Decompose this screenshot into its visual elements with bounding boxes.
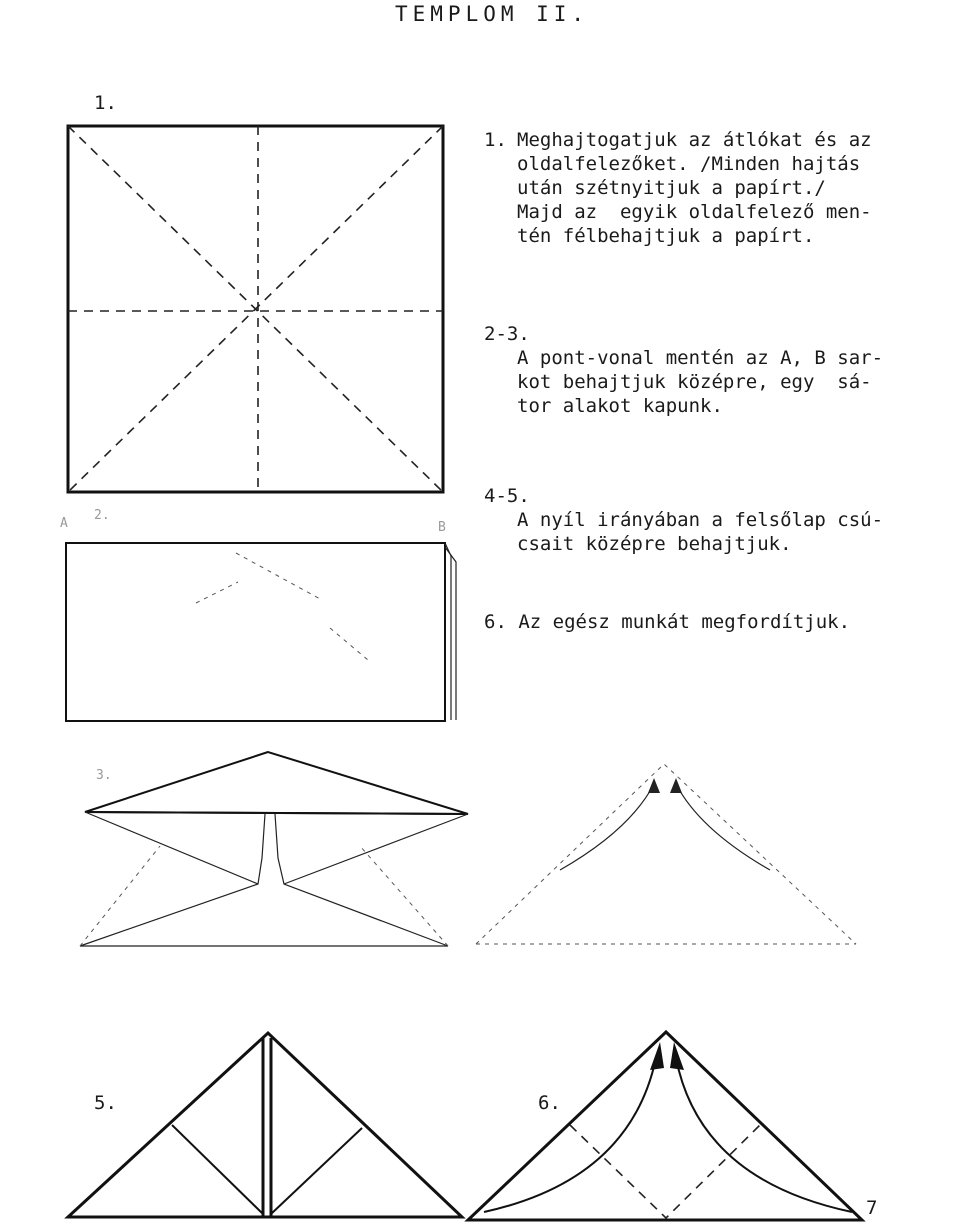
figure-4-triangle-diagram xyxy=(476,764,856,944)
tent-left-flap xyxy=(80,814,265,946)
step-23-line-2: kot behajtjuk középre, egy sá- xyxy=(517,371,872,393)
left-flap-fold xyxy=(172,1125,263,1214)
figure-5-label: 5. xyxy=(94,1092,117,1114)
step-45-line-2: csait középre behajtjuk. xyxy=(517,533,792,555)
arrow-curve-left xyxy=(560,784,654,870)
step-6-text: 6. Az egész munkát megfordítjuk. xyxy=(484,611,851,633)
step-23-number: 2-3. xyxy=(484,323,530,345)
step-1-line-4: Majd az egyik oldalfelező men- xyxy=(517,201,872,223)
arrow-curve-right-6 xyxy=(676,1058,852,1212)
tent-right-diagonal xyxy=(284,814,468,884)
faint-fold-line-1 xyxy=(236,553,322,600)
figure-3-label: 3. xyxy=(96,768,112,783)
faint-triangle xyxy=(476,764,856,944)
step-23-line-1: A pont-vonal mentén az A, B sar- xyxy=(517,347,884,369)
triangle-outline xyxy=(68,1033,462,1217)
faint-fold-line-3 xyxy=(330,628,368,660)
step-1-line-3: után szétnyitjuk a papírt./ xyxy=(517,177,826,199)
step-1-line-5: tén félbehajtjuk a papírt. xyxy=(517,225,815,247)
faint-fold-line-2 xyxy=(196,582,238,603)
page-number: 7 xyxy=(866,1197,878,1219)
triangle-outline-6 xyxy=(468,1032,862,1220)
arrow-curve-right xyxy=(676,784,770,870)
figure-3-tent-diagram xyxy=(80,752,468,946)
corner-b-label: B xyxy=(438,520,446,535)
dashed-fold-square xyxy=(570,1125,760,1218)
figure-6-label: 6. xyxy=(538,1092,561,1114)
step-45-line-1: A nyíl irányában a felsőlap csú- xyxy=(517,509,884,531)
step-1-line-1: Meghajtogatjuk az átlókat és az xyxy=(517,129,872,151)
figure-2-rectangle-diagram xyxy=(66,543,456,721)
arrow-head-left xyxy=(648,778,660,793)
tent-right-flap xyxy=(275,814,448,946)
arrow-head-right xyxy=(670,778,682,793)
figure-1-label: 1. xyxy=(94,92,117,114)
tent-top-triangle xyxy=(85,752,468,814)
page-title: TEMPLOM II. xyxy=(395,2,590,26)
step-1-number: 1. xyxy=(484,129,507,151)
right-flap-fold xyxy=(271,1128,362,1214)
arrow-curve-left-6 xyxy=(484,1058,656,1212)
tent-dashed-right xyxy=(360,846,448,946)
figure-1-square-diagram xyxy=(68,126,443,492)
folded-rectangle xyxy=(66,543,445,721)
diagonal-fold-2 xyxy=(68,126,443,492)
step-23-line-3: tor alakot kapunk. xyxy=(517,395,723,417)
figure-2-label: 2. xyxy=(94,508,110,523)
step-45-number: 4-5. xyxy=(484,485,530,507)
step-1-line-2: oldalfelezőket. /Minden hajtás xyxy=(517,153,861,175)
figure-5-triangle-diagram xyxy=(68,1033,462,1217)
figure-6-triangle-diagram xyxy=(468,1032,862,1220)
tent-fold-edge xyxy=(85,812,468,814)
tent-dashed-left xyxy=(80,846,160,946)
tent-left-diagonal xyxy=(85,812,258,884)
corner-a-label: A xyxy=(60,516,68,531)
